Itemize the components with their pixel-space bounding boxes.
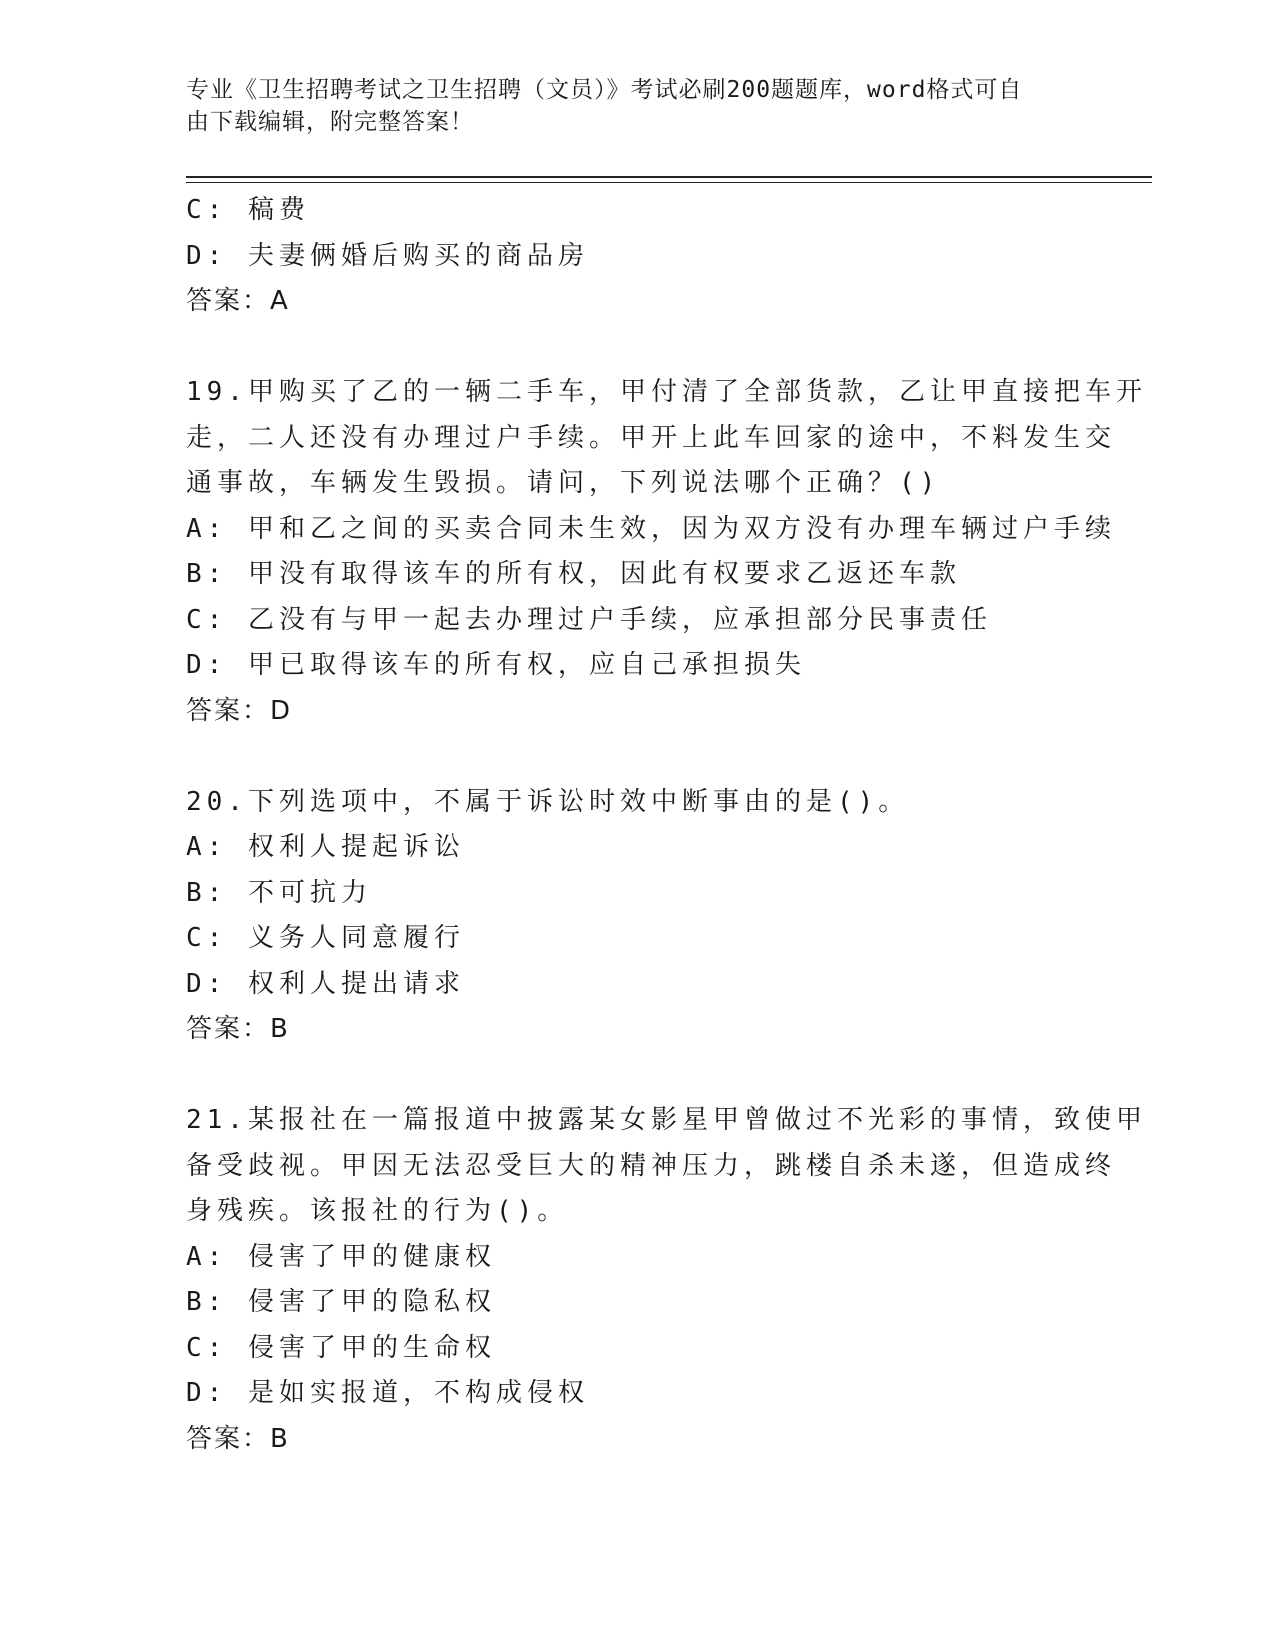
option-d: D: 夫妻俩婚后购买的商品房 xyxy=(186,240,589,271)
header-divider-thick xyxy=(186,176,1152,178)
question-20 xyxy=(186,780,1086,1053)
option-d: D: 权利人提出请求 xyxy=(186,968,465,999)
answer-line: 答案：D xyxy=(186,695,293,726)
option-b: B: 不可抗力 xyxy=(186,877,372,908)
document-header xyxy=(186,74,1066,138)
option-a: A: 甲和乙之间的买卖合同未生效，因为双方没有办理车辆过户手续 xyxy=(186,513,1116,544)
answer-line: 答案：B xyxy=(186,1423,290,1454)
header-divider-thin xyxy=(186,182,1152,183)
option-d: D: 甲已取得该车的所有权，应自己承担损失 xyxy=(186,650,806,680)
spacer xyxy=(186,325,1086,371)
question-stem-line: 走，二人还没有办理过户手续。甲开上此车回家的途中，不料发生交 xyxy=(186,422,1117,453)
option-c: C: 乙没有与甲一起去办理过户手续，应承担部分民事责任 xyxy=(186,604,992,635)
question-stem-line: 21.某报社在一篇报道中披露某女影星甲曾做过不光彩的事情，致使甲 xyxy=(186,1105,1147,1135)
answer-line: 答案：A xyxy=(186,286,290,316)
option-c: C: 稿费 xyxy=(186,195,310,225)
question-21 xyxy=(186,1098,1147,1462)
question-stem-line: 19.甲购买了乙的一辆二手车，甲付清了全部货款，乙让甲直接把车开 xyxy=(186,377,1147,407)
header-line-2: 由下载编辑，附完整答案！ xyxy=(186,109,474,135)
question-18-tail xyxy=(186,188,1086,325)
document-body xyxy=(186,188,1147,1462)
option-b: B: 侵害了甲的隐私权 xyxy=(186,1287,496,1317)
option-c: C: 义务人同意履行 xyxy=(186,923,465,953)
question-19 xyxy=(186,370,1147,734)
question-stem-line: 通事故，车辆发生毁损。请问，下列说法哪个正确？() xyxy=(186,468,941,498)
question-stem-line: 备受歧视。甲因无法忍受巨大的精神压力，跳楼自杀未遂，但造成终 xyxy=(186,1150,1117,1181)
option-a: A: 侵害了甲的健康权 xyxy=(186,1241,496,1272)
option-d: D: 是如实报道，不构成侵权 xyxy=(186,1378,589,1408)
spacer xyxy=(186,734,1086,780)
header-line-1: 专业《卫生招聘考试之卫生招聘（文员）》考试必刷200题题库，word格式可自 xyxy=(186,77,1023,103)
option-b: B: 甲没有取得该车的所有权，因此有权要求乙返还车款 xyxy=(186,559,961,589)
answer-line: 答案：B xyxy=(186,1014,290,1044)
question-stem-line: 20.下列选项中，不属于诉讼时效中断事由的是()。 xyxy=(186,786,910,817)
option-a: A: 权利人提起诉讼 xyxy=(186,832,465,862)
option-c: C: 侵害了甲的生命权 xyxy=(186,1332,496,1363)
question-stem-line: 身残疾。该报社的行为()。 xyxy=(186,1196,569,1226)
spacer xyxy=(186,1053,1086,1099)
